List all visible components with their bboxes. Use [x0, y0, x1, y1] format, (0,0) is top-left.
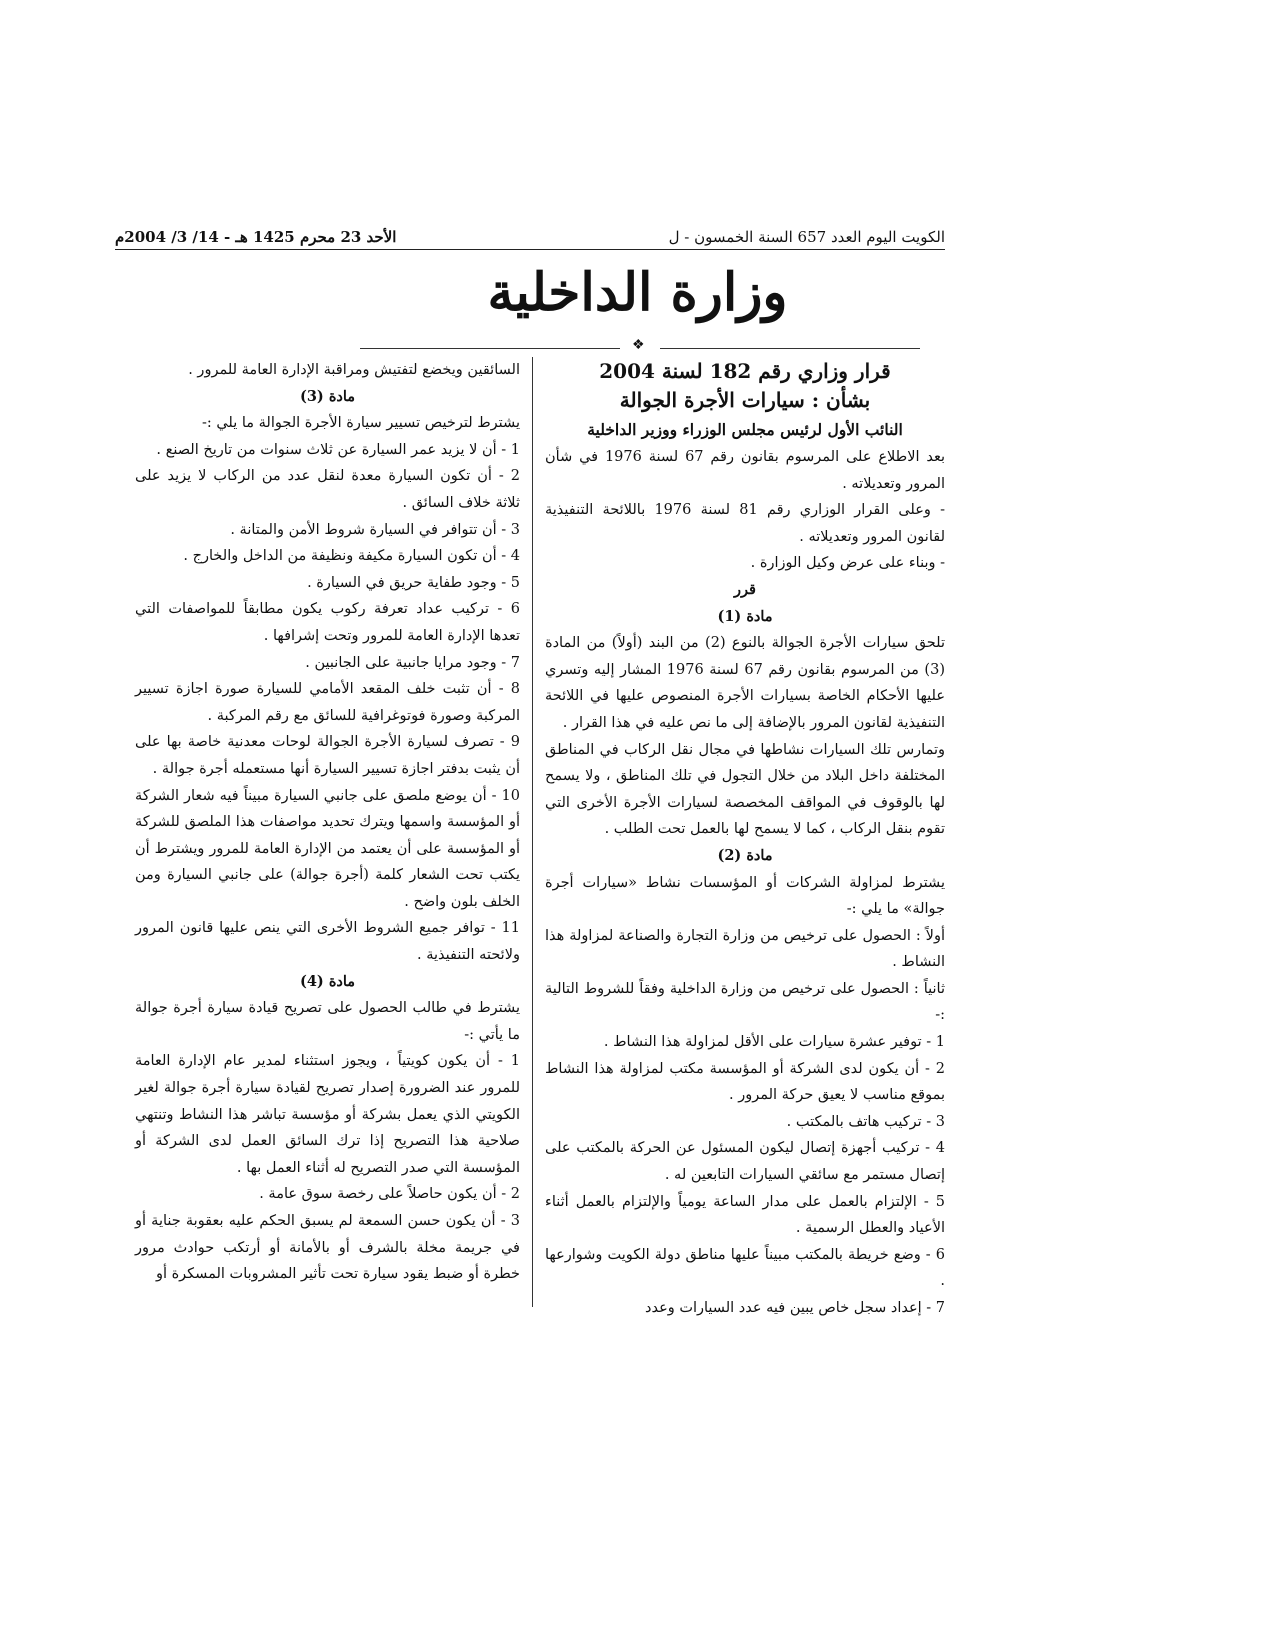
right-column: [545, 357, 945, 1322]
article-3-item-2: 2 - أن تكون السيارة معدة لنقل عدد من الركاب لا يزيد على ثلاثة خلاف السائق .: [135, 468, 520, 511]
article-3-item-6: 6 - تركيب عداد تعرفة ركوب يكون مطابقاً للمواصفات التي تعدها الإدارة العامة للمرور وتحت إشرافها .: [135, 601, 520, 644]
article-3-item-11: 11 - توافر جميع الشروط الأخرى التي ينص عليها قانون المرور ولائحته التنفيذية .: [135, 920, 520, 964]
article-2-condition-4: 4 - تركيب أجهزة إتصال ليكون المسئول عن الحركة بالمكتب على إتصال مستمر مع سائقي السيارات التابعين له .: [545, 1140, 945, 1184]
ornament-line-left: [360, 348, 620, 349]
article-3-item-3: 3 - أن تتوافر في السيارة شروط الأمن والمتانة .: [230, 521, 520, 538]
decided-heading: قرر: [734, 580, 756, 598]
article-3-item-4: 4 - أن تكون السيارة مكيفة ونظيفة من الداخل والخارج .: [183, 548, 520, 565]
article-3-item-5: 5 - وجود طفاية حريق في السيارة .: [307, 574, 520, 591]
preamble-2: - وعلى القرار الوزاري رقم 81 لسنة 1976 باللائحة التنفيذية لقانون المرور وتعديلاته .: [545, 502, 945, 545]
article-4-item-2: 2 - أن يكون حاصلاً على رخصة سوق عامة .: [259, 1186, 520, 1203]
article-3-item-7: 7 - وجود مرايا جانبية على الجانبين .: [305, 654, 520, 671]
article-4-heading: مادة (4): [299, 972, 356, 990]
article-4-item-3: 3 - أن يكون حسن السمعة لم يسبق الحكم عليه بعقوبة جناية أو في جريمة مخلة بالشرف أو بالأمانة أو أرتكب حوادث مرور خطرة أو ضبط يقود سيارة تحت تأثير المشروبات المسكرة أو: [135, 1213, 520, 1283]
left-column: [135, 357, 520, 1288]
continuation-text: السائقين ويخضع لتفتيش ومراقبة الإدارة العامة للمرور .: [188, 362, 520, 378]
article-2-condition-5: 5 - الإلتزام بالعمل على مدار الساعة يومياً والإلتزام بالعمل أثناء الأعياد والعطل الرسمية .: [545, 1193, 945, 1237]
ornament-line-right: [660, 348, 920, 349]
article-3-item-8: 8 - أن تثبت خلف المقعد الأمامي للسيارة صورة اجازة تسيير المركبة وصورة فوتوغرافية للسائق مع رقم المركبة .: [135, 681, 520, 724]
article-2-condition-6: 6 - وضع خريطة بالمكتب مبيناً عليها مناطق دولة الكويت وشوارعها .: [545, 1246, 945, 1290]
decision-title: قرار وزاري رقم 182 لسنة 2004: [599, 359, 891, 383]
decision-subject: بشأن : سيارات الأجرة الجوالة: [619, 388, 871, 412]
article-2-condition-3: 3 - تركيب هاتف بالمكتب .: [786, 1113, 945, 1130]
article-3-item-9: 9 - تصرف لسيارة الأجرة الجوالة لوحات معدنية خاصة بها على أن يثبت بدفتر اجازة تسيير السيارة أنها مستعمله أجرة جوالة .: [135, 734, 520, 777]
header-date: الأحد 23 محرم 1425 هـ - 14/ 3/ 2004م: [115, 228, 397, 246]
ministry-title: وزارة الداخلية: [487, 262, 788, 323]
article-4-item-1: 1 - أن يكون كويتياً ، ويجوز استثناء لمدير عام الإدارة العامة للمرور عند الضرورة إصدار تصريح لقيادة سيارة أجرة جوالة لغير الكويتي الذي يعمل بشركة أو مؤسسة تباشر هذا النشاط وتنتهي صلاحية هذا التصريح إذا ترك السائق العمل لدى الشركة أو المؤسسة التي صدر التصريح له أثناء العمل بها .: [135, 1053, 520, 1176]
article-2-second: ثانياً : الحصول على ترخيص من وزارة الداخلية وفقاً للشروط التالية :-: [545, 980, 945, 1024]
article-2-condition-7: 7 - إعداد سجل خاص يبين فيه عدد السيارات وعدد: [645, 1300, 945, 1316]
ornament-divider: [360, 337, 920, 355]
ornament-icon: ❖: [632, 337, 645, 353]
preamble-3: - وبناء على عرض وكيل الوزارة .: [750, 555, 945, 572]
article-4-intro: يشترط في طالب الحصول على تصريح قيادة سيارة أجرة جوالة ما يأتي :-: [135, 1000, 520, 1043]
article-3-item-1: 1 - أن لا يزيد عمر السيارة عن ثلاث سنوات من تاريخ الصنع .: [156, 441, 520, 458]
article-1-para-2: وتمارس تلك السيارات نشاطها في مجال نقل الركاب في المناطق المختلفة داخل البلاد من خلال التجول في تلك المناطق ، ولا يسمح لها بالوقوف في المواقف المخصصة لسيارات الأجرة الأخرى التي تقوم بنقل الركاب ، كما لا يسمح لها بالعمل تحت الطلب .: [545, 741, 945, 838]
article-1-para-1: تلحق سيارات الأجرة الجوالة بالنوع (2) من البند (أولاً) من المادة (3) من المرسوم بقانون رقم 67 لسنة 1976 المشار إليه وتسري عليها الأحكام الخاصة بسيارات الأجرة المنصوص عليها في اللائحة التنفيذية لقانون المرور بالإضافة إلى ما نص عليه في هذا القرار .: [545, 635, 945, 731]
article-2-first: أولاً : الحصول على ترخيص من وزارة التجارة والصناعة لمزاولة هذا النشاط .: [545, 927, 945, 971]
article-3-item-10: 10 - أن يوضع ملصق على جانبي السيارة مبيناً فيه شعار الشركة أو المؤسسة واسمها ويترك تحديد مواصفات هذا الملصق للشركة أو المؤسسة على أن يعتمد من الإدارة العامة للمرور ويشترط أن يكتب تحت الشعار كلمة (أجرة جوالة) على جانبي السيارة ومن الخلف بلون واضح .: [135, 787, 520, 910]
article-3-intro: يشترط لترخيص تسيير سيارة الأجرة الجوالة ما يلي :-: [201, 415, 520, 432]
preamble-1: بعد الاطلاع على المرسوم بقانون رقم 67 لسنة 1976 في شأن المرور وتعديلاته .: [545, 449, 945, 492]
article-2-condition-1: 1 - توفير عشرة سيارات على الأقل لمزاولة هذا النشاط .: [603, 1034, 945, 1051]
article-2-heading: مادة (2): [717, 846, 773, 864]
decision-issuer: النائب الأول لرئيس مجلس الوزراء ووزير الداخلية: [587, 420, 903, 439]
article-2-condition-2: 2 - أن يكون لدى الشركة أو المؤسسة مكتب لمزاولة هذا النشاط بموقع مناسب لا يعيق حركة المرور .: [545, 1060, 945, 1104]
column-divider: [532, 357, 533, 1307]
header-rule: [115, 249, 945, 250]
article-1-heading: مادة (1): [717, 607, 773, 625]
article-2-intro: يشترط لمزاولة الشركات أو المؤسسات نشاط «سيارات أجرة جوالة» ما يلي :-: [545, 874, 945, 918]
header-issue-info: الكويت اليوم العدد 657 السنة الخمسون - ل: [668, 228, 945, 246]
article-3-heading: مادة (3): [299, 387, 356, 405]
